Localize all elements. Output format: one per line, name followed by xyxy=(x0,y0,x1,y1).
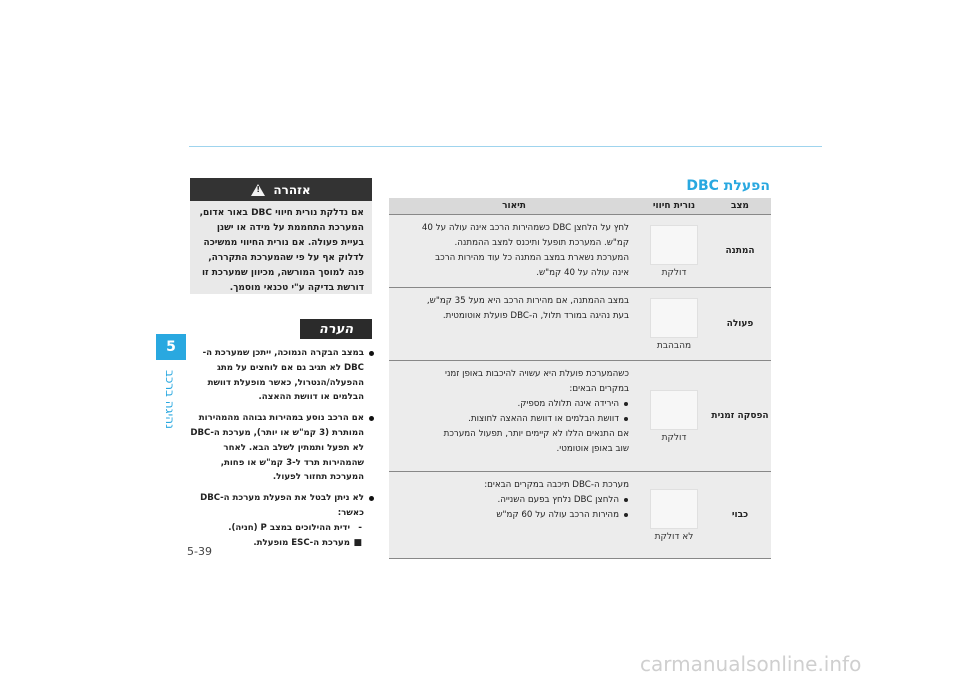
watermark: carmanualsonline.info xyxy=(640,652,862,676)
section-title: הפעלת DBC xyxy=(686,178,770,194)
mode-cell: המתנה xyxy=(709,215,771,288)
note-item: אם הרכב נוסע במהירות גבוהה מהמהירות המותרת (3 קמ"ש או יותר), מערכת ה-DBC לא תפעל ותמתין לשלב הבא. לאחר שהמהירות תרד ל-3 קמ"ש או פחות, המערכת תחזור לפעול. xyxy=(186,411,374,485)
note-heading: הערה xyxy=(300,319,372,339)
desc-bullet: דוושת הבלמים או דוושת ההאצה לחוצות. xyxy=(397,412,619,427)
desc-bullets xyxy=(397,493,629,523)
description-cell xyxy=(389,288,639,361)
chapter-number-tab: 5 xyxy=(156,334,186,360)
note-sub-list xyxy=(186,521,364,551)
desc-line: המערכת נשארת במצב המתנה כל עוד מהירות הרכב xyxy=(435,253,629,263)
note-item-text: לא ניתן לבטל את הפעלת מערכת ה-DBC כאשר: xyxy=(200,493,364,518)
desc-bullet: מהירות הרכב עולה על 60 קמ"ש xyxy=(397,508,619,523)
mode-cell: פעולה xyxy=(709,288,771,361)
desc-bullets xyxy=(397,397,629,427)
indicator-cell xyxy=(639,215,709,288)
desc-line: אינה עולה על 40 קמ"ש. xyxy=(536,268,629,278)
desc-line: קמ"ש. המערכת תופעל ותיכנס למצב ההמתנה. xyxy=(454,238,629,248)
warning-text: אם נדלקת נורית חיווי DBC באור אדום, המערכת התחממת על מידה או ישנן בעיית פעולה. אם נורית החיווי ממשיכה לדלוק אף על פי שהמערכת התקררה, פנה למוסך המורשה, מכיוון שמערכת זו דורשת בדיקה ע"י טכנאי מוסמך. xyxy=(199,208,364,293)
header-description: תיאור xyxy=(389,198,639,215)
warning-title: אזהרה xyxy=(273,182,311,197)
indicator-cell xyxy=(639,361,709,472)
desc-line: שוב באופן אוטומטי. xyxy=(556,444,629,454)
desc-line: לחץ על הלחצן DBC כשמהירות הרכב אינה עולה על 40 xyxy=(421,223,629,233)
warning-box xyxy=(190,178,372,294)
indicator-label: דולקת xyxy=(661,432,687,443)
table-row xyxy=(389,215,771,288)
header-indicator: נורית חיווי xyxy=(639,198,709,215)
header-mode: מצב xyxy=(709,198,771,215)
desc-line: במקרים הבאים: xyxy=(569,384,629,394)
dbc-operation-table xyxy=(389,198,771,559)
table-row xyxy=(389,361,771,472)
description-cell xyxy=(389,215,639,288)
description-cell xyxy=(389,472,639,559)
top-rule xyxy=(189,146,822,147)
mode-cell: כבוי xyxy=(709,472,771,559)
table-row xyxy=(389,288,771,361)
table-header-row xyxy=(389,198,771,215)
chapter-title: נהיגה ברכב xyxy=(163,370,177,429)
indicator-cell xyxy=(639,472,709,559)
note-list xyxy=(186,346,374,556)
mode-cell: הפסקה זמנית xyxy=(709,361,771,472)
desc-line: במצב ההמתנה, אם מהירות הרכב היא מעל 35 קמ"ש, xyxy=(426,296,629,306)
warning-triangle-icon xyxy=(251,184,265,196)
page-number: 5-39 xyxy=(187,545,212,558)
warning-header xyxy=(190,178,372,201)
note-sub-item: ■ מערכת ה-ESC מופעלת. xyxy=(186,536,364,551)
indicator-label: דולקת xyxy=(661,267,687,278)
dbc-indicator-icon xyxy=(650,489,698,529)
dbc-indicator-icon xyxy=(650,390,698,430)
desc-bullet: הירידה אינה תלולה מספיק. xyxy=(397,397,619,412)
table-row xyxy=(389,472,771,559)
note-item: במצב הבקרה הנמוכה, ייתכן שמערכת ה-DBC לא תגיב גם אם לוחצים על מתג ההפעלה/הנטרול, כאשר מופעלת דוושת הבלמים או דוושת ההאצה. xyxy=(186,346,374,405)
desc-line: מערכת ה-DBC תיכבה במקרים הבאים: xyxy=(484,480,629,490)
indicator-cell xyxy=(639,288,709,361)
indicator-label: לא דולקת xyxy=(654,531,694,542)
desc-line: בעת נהיגה במורד תלול, ה-DBC פועלת אוטומטית. xyxy=(442,311,629,321)
desc-line: אם התנאים הללו לא קיימים יותר, תפעול המערכת xyxy=(443,429,629,439)
note-item xyxy=(186,491,374,550)
dbc-indicator-icon xyxy=(650,298,698,338)
desc-line: כשהמערכת פועלת היא עשויה להיכבות באופן זמני xyxy=(445,369,629,379)
desc-bullet: הלחצן DBC נלחץ בפעם השנייה. xyxy=(397,493,619,508)
note-sub-item: - ידית ההילוכים במצב P (חניה). xyxy=(186,521,364,536)
description-cell xyxy=(389,361,639,472)
indicator-label: מהבהבת xyxy=(656,340,692,351)
dbc-indicator-icon xyxy=(650,225,698,265)
